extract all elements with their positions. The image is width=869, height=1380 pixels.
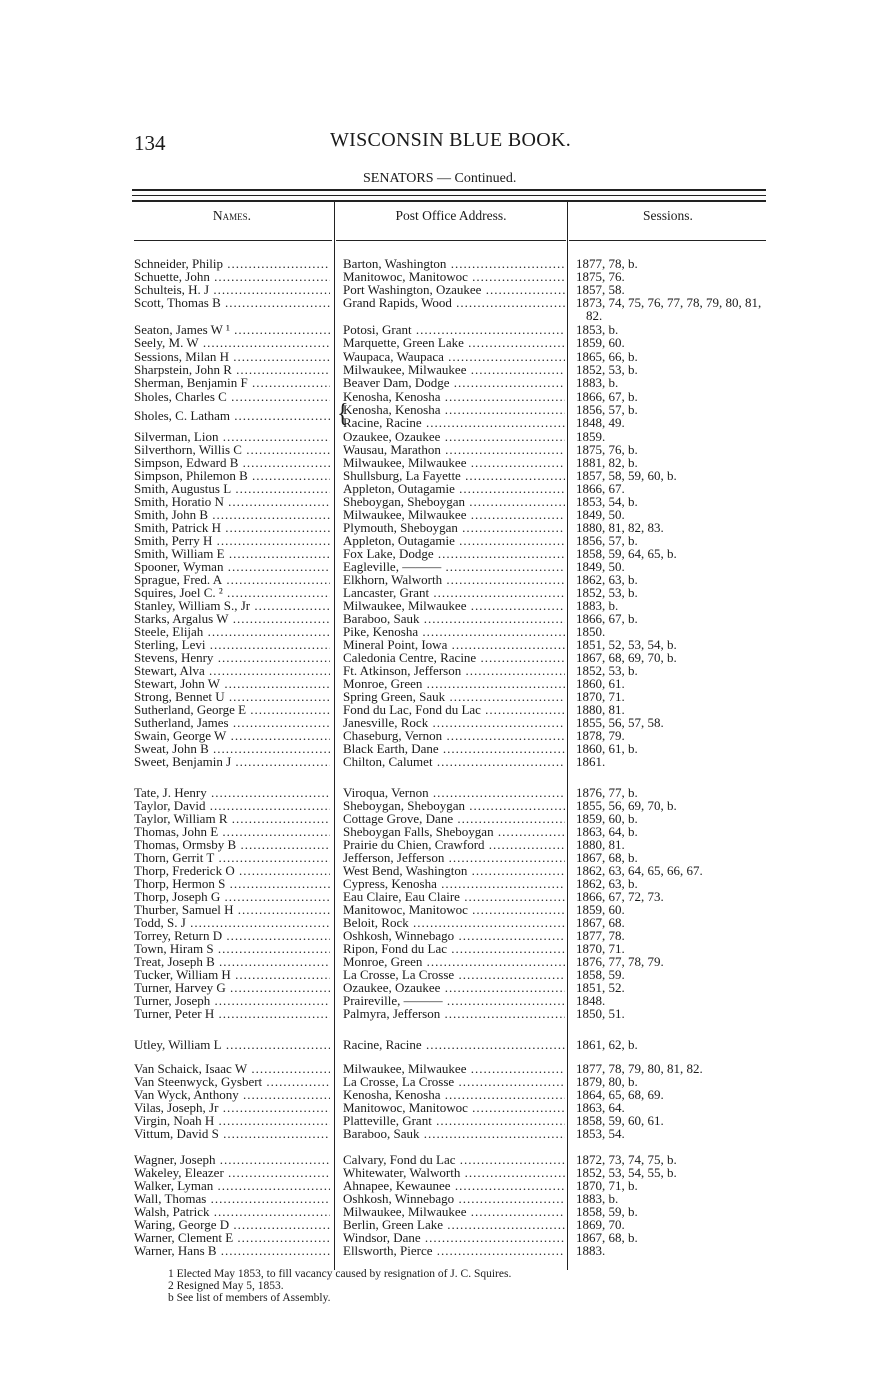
footnote: b See list of members of Assembly. xyxy=(168,1292,331,1304)
senator-name: Sherman, Benjamin F ..... xyxy=(134,376,330,390)
post-office-address: Viroqua, Vernon ..... xyxy=(343,786,565,800)
sessions: 1858, 59, b. xyxy=(576,1204,638,1219)
post-office-address: Marquette, Green Lake ..... xyxy=(343,336,565,350)
sessions: 1876, 77, 78, 79. xyxy=(576,954,664,969)
sessions: 1866, 67, b. xyxy=(576,389,638,404)
sessions: 1859, 60, b. xyxy=(576,811,638,826)
senator-name: Thorn, Gerrit T ..... xyxy=(134,851,330,865)
senator-name: Smith, Perry H ..... xyxy=(134,534,330,548)
sessions: 1857, 58, 59, 60, b. xyxy=(576,468,677,483)
post-office-address: Caledonia Centre, Racine ..... xyxy=(343,651,565,665)
post-office-address: Plymouth, Sheboygan ..... xyxy=(343,521,565,535)
senator-name: Smith, William E ..... xyxy=(134,547,330,561)
post-office-address: West Bend, Washington ..... xyxy=(343,864,565,878)
column-header-underline xyxy=(134,240,332,241)
senator-name: Sweat, John B ..... xyxy=(134,742,330,756)
senator-name: Sessions, Milan H ..... xyxy=(134,350,330,364)
post-office-address: Oshkosh, Winnebago ..... xyxy=(343,929,565,943)
sessions: 1848. xyxy=(576,993,606,1008)
sessions: 1850, 51. xyxy=(576,1006,625,1021)
column-header-underline xyxy=(336,240,566,241)
sessions: 1865, 66, b. xyxy=(576,349,638,364)
post-office-address: Prairie du Chien, Crawford ..... xyxy=(343,838,565,852)
address-brace: { xyxy=(337,399,349,429)
post-office-address: Racine, Racine ..... xyxy=(343,1038,565,1052)
header-rule xyxy=(132,200,766,202)
post-office-address: Manitowoc, Manitowoc ..... xyxy=(343,270,565,284)
post-office-address: Windsor, Dane ..... xyxy=(343,1231,565,1245)
sessions: 1867, 68, b. xyxy=(576,850,638,865)
senator-name: Wakeley, Eleazer ..... xyxy=(134,1166,330,1180)
sessions: 1880, 81, 82, 83. xyxy=(576,520,664,535)
sessions: 1876, 77, b. xyxy=(576,785,638,800)
senator-name: Torrey, Return D ..... xyxy=(134,929,330,943)
senator-name: Wagner, Joseph ..... xyxy=(134,1153,330,1167)
sessions: 1873, 74, 75, 76, 77, 78, 79, 80, 81, xyxy=(576,295,762,310)
sessions: 1860, 61. xyxy=(576,676,625,691)
post-office-address: Ozaukee, Ozaukee ..... xyxy=(343,981,565,995)
senator-name: Spooner, Wyman ..... xyxy=(134,560,330,574)
post-office-address: Milwaukee, Milwaukee ..... xyxy=(343,508,565,522)
post-office-address: Pike, Kenosha ..... xyxy=(343,625,565,639)
senator-name: Scott, Thomas B ..... xyxy=(134,296,330,310)
sessions: 1881, 82, b. xyxy=(576,455,638,470)
sessions: 1869, 70. xyxy=(576,1217,625,1232)
sessions: 1848, 49. xyxy=(576,415,625,430)
post-office-address: Wausau, Marathon ..... xyxy=(343,443,565,457)
sessions: 1852, 53, b. xyxy=(576,362,638,377)
sessions: 1863, 64, b. xyxy=(576,824,638,839)
sessions: 1855, 56, 69, 70, b. xyxy=(576,798,677,813)
senator-name: Thorp, Frederick O ..... xyxy=(134,864,330,878)
post-office-address: Eagleville, ——— ..... xyxy=(343,560,565,574)
post-office-address: Ellsworth, Pierce ..... xyxy=(343,1244,565,1258)
post-office-address: Oshkosh, Winnebago ..... xyxy=(343,1192,565,1206)
senator-name: Warner, Hans B ..... xyxy=(134,1244,330,1258)
sessions: 1861, 62, b. xyxy=(576,1037,638,1052)
senator-name: Waring, George D ..... xyxy=(134,1218,330,1232)
post-office-address: Barton, Washington ..... xyxy=(343,257,565,271)
sessions: 82. xyxy=(586,308,603,323)
sessions: 1850. xyxy=(576,624,606,639)
post-office-address: Palmyra, Jefferson ..... xyxy=(343,1007,565,1021)
sessions: 1883, b. xyxy=(576,375,619,390)
post-office-address: Cypress, Kenosha ..... xyxy=(343,877,565,891)
senator-name: Taylor, William R ..... xyxy=(134,812,330,826)
post-office-address: Manitowoc, Manitowoc ..... xyxy=(343,1101,565,1115)
post-office-address: Grand Rapids, Wood ..... xyxy=(343,296,565,310)
sessions: 1856, 57, b. xyxy=(576,533,638,548)
senator-name: Schuette, John ..... xyxy=(134,270,330,284)
senator-name: Seely, M. W ..... xyxy=(134,336,330,350)
senator-name: Taylor, David ..... xyxy=(134,799,330,813)
sessions: 1859, 60. xyxy=(576,902,625,917)
senator-name: Silverthorn, Willis C ..... xyxy=(134,443,330,457)
sessions: 1866, 67, 72, 73. xyxy=(576,889,664,904)
senator-name: Smith, John B ..... xyxy=(134,508,330,522)
sessions: 1852, 53, b. xyxy=(576,585,638,600)
sessions: 1859. xyxy=(576,429,606,444)
post-office-address: Waupaca, Waupaca ..... xyxy=(343,350,565,364)
sessions: 1866, 67, b. xyxy=(576,611,638,626)
senator-name: Thomas, John E ..... xyxy=(134,825,330,839)
senator-name: Sweet, Benjamin J ..... xyxy=(134,755,330,769)
senator-name: Treat, Joseph B ..... xyxy=(134,955,330,969)
senator-name: Smith, Horatio N ..... xyxy=(134,495,330,509)
post-office-address: Monroe, Green ..... xyxy=(343,677,565,691)
column-header-post-office: Post Office Address. xyxy=(395,208,507,223)
post-office-address: Kenosha, Kenosha ..... xyxy=(343,1088,565,1102)
post-office-address: Mineral Point, Iowa ..... xyxy=(343,638,565,652)
senator-name: Walsh, Patrick ..... xyxy=(134,1205,330,1219)
senator-name: Sprague, Fred. A ..... xyxy=(134,573,330,587)
sessions: 1858, 59, 64, 65, b. xyxy=(576,546,677,561)
post-office-address: Baraboo, Sauk ..... xyxy=(343,612,565,626)
senator-name: Walker, Lyman ..... xyxy=(134,1179,330,1193)
sessions: 1857, 58. xyxy=(576,282,625,297)
senator-name: Steele, Elijah ..... xyxy=(134,625,330,639)
post-office-address: Cottage Grove, Dane ..... xyxy=(343,812,565,826)
senator-name: Sterling, Levi ..... xyxy=(134,638,330,652)
post-office-address: Appleton, Outagamie ..... xyxy=(343,482,565,496)
senator-name: Sholes, Charles C ..... xyxy=(134,390,330,404)
sessions: 1858, 59, 60, 61. xyxy=(576,1113,664,1128)
sessions: 1877, 78, 79, 80, 81, 82. xyxy=(576,1061,703,1076)
post-office-address: Jefferson, Jefferson ..... xyxy=(343,851,565,865)
sessions: 1878, 79. xyxy=(576,728,625,743)
post-office-address: Spring Green, Sauk ..... xyxy=(343,690,565,704)
post-office-address: Milwaukee, Milwaukee ..... xyxy=(343,456,565,470)
sessions: 1862, 63, b. xyxy=(576,876,638,891)
sessions: 1856, 57, b. xyxy=(576,402,638,417)
column-divider xyxy=(567,200,568,1270)
senator-name: Stevens, Henry ..... xyxy=(134,651,330,665)
sessions: 1852, 53, 54, 55, b. xyxy=(576,1165,677,1180)
sessions: 1867, 68, 69, 70, b. xyxy=(576,650,677,665)
senator-name: Squires, Joel C. ² ..... xyxy=(134,586,330,600)
senator-name: Town, Hiram S ..... xyxy=(134,942,330,956)
post-office-address: Eau Claire, Eau Claire ..... xyxy=(343,890,565,904)
sessions: 1880, 81. xyxy=(576,837,625,852)
sessions: 1849, 50. xyxy=(576,507,625,522)
post-office-address: Fox Lake, Dodge ..... xyxy=(343,547,565,561)
senator-name: Smith, Patrick H ..... xyxy=(134,521,330,535)
post-office-address: Praireville, ——— ..... xyxy=(343,994,565,1008)
sessions: 1849, 50. xyxy=(576,559,625,574)
header-rule xyxy=(132,195,766,196)
post-office-address: Beloit, Rock ..... xyxy=(343,916,565,930)
section-subtitle: SENATORS — Continued. xyxy=(363,171,517,186)
column-header-underline xyxy=(569,240,766,241)
sessions: 1870, 71. xyxy=(576,941,625,956)
post-office-address: Appleton, Outagamie ..... xyxy=(343,534,565,548)
senator-name: Stanley, William S., Jr ..... xyxy=(134,599,330,613)
post-office-address: Beaver Dam, Dodge ..... xyxy=(343,376,565,390)
post-office-address: Milwaukee, Milwaukee ..... xyxy=(343,1205,565,1219)
senator-name: Van Wyck, Anthony ..... xyxy=(134,1088,330,1102)
senator-name: Thurber, Samuel H ..... xyxy=(134,903,330,917)
senator-name: Strong, Bennet U ..... xyxy=(134,690,330,704)
post-office-address: Milwaukee, Milwaukee ..... xyxy=(343,1062,565,1076)
sessions: 1867, 68. xyxy=(576,915,625,930)
column-header-sessions: Sessions. xyxy=(643,208,693,223)
sessions: 1875, 76. xyxy=(576,269,625,284)
senator-name: Schulteis, H. J ..... xyxy=(134,283,330,297)
senator-name: Turner, Peter H ..... xyxy=(134,1007,330,1021)
post-office-address: Ahnapee, Kewaunee ..... xyxy=(343,1179,565,1193)
post-office-address: Port Washington, Ozaukee ..... xyxy=(343,283,565,297)
post-office-address: Racine, Racine ..... xyxy=(343,416,565,430)
senator-name: Todd, S. J ..... xyxy=(134,916,330,930)
sessions: 1864, 65, 68, 69. xyxy=(576,1087,664,1102)
senator-name: Thorp, Hermon S ..... xyxy=(134,877,330,891)
sessions: 1851, 52, 53, 54, b. xyxy=(576,637,677,652)
senator-name: Silverman, Lion ..... xyxy=(134,430,330,444)
senator-name: Wall, Thomas ..... xyxy=(134,1192,330,1206)
post-office-address: Elkhorn, Walworth ..... xyxy=(343,573,565,587)
post-office-address: Kenosha, Kenosha ..... xyxy=(343,390,565,404)
senator-name: Van Schaick, Isaac W ..... xyxy=(134,1062,330,1076)
post-office-address: Sheboygan, Sheboygan ..... xyxy=(343,799,565,813)
header-rule xyxy=(132,189,766,191)
senator-name: Starks, Argalus W ..... xyxy=(134,612,330,626)
sessions: 1875, 76, b. xyxy=(576,442,638,457)
post-office-address: Platteville, Grant ..... xyxy=(343,1114,565,1128)
sessions: 1853, 54. xyxy=(576,1126,625,1141)
sessions: 1862, 63, b. xyxy=(576,572,638,587)
senator-name: Thomas, Ormsby B ..... xyxy=(134,838,330,852)
sessions: 1858, 59. xyxy=(576,967,625,982)
post-office-address: Shullsburg, La Fayette ..... xyxy=(343,469,565,483)
footnote: 1 Elected May 1853, to fill vacancy caused by resignation of J. C. Squires. xyxy=(168,1268,512,1280)
post-office-address: Lancaster, Grant ..... xyxy=(343,586,565,600)
post-office-address: La Crosse, La Crosse ..... xyxy=(343,1075,565,1089)
sessions: 1860, 61, b. xyxy=(576,741,638,756)
post-office-address: Berlin, Green Lake ..... xyxy=(343,1218,565,1232)
sessions: 1862, 63, 64, 65, 66, 67. xyxy=(576,863,703,878)
post-office-address: Kenosha, Kenosha ..... xyxy=(343,403,565,417)
senator-name: Vilas, Joseph, Jr ..... xyxy=(134,1101,330,1115)
column-divider xyxy=(334,200,335,1270)
senator-name: Stewart, John W ..... xyxy=(134,677,330,691)
senator-name: Turner, Harvey G ..... xyxy=(134,981,330,995)
senator-name: Turner, Joseph ..... xyxy=(134,994,330,1008)
senator-name: Stewart, Alva ..... xyxy=(134,664,330,678)
post-office-address: Chaseburg, Vernon ..... xyxy=(343,729,565,743)
senator-name: Sutherland, George E ..... xyxy=(134,703,330,717)
sessions: 1853, 54, b. xyxy=(576,494,638,509)
post-office-address: Monroe, Green ..... xyxy=(343,955,565,969)
post-office-address: Baraboo, Sauk ..... xyxy=(343,1127,565,1141)
senator-name: Simpson, Edward B ..... xyxy=(134,456,330,470)
sessions: 1883, b. xyxy=(576,1191,619,1206)
senator-name: Thorp, Joseph G ..... xyxy=(134,890,330,904)
post-office-address: Milwaukee, Milwaukee ..... xyxy=(343,363,565,377)
sessions: 1867, 68, b. xyxy=(576,1230,638,1245)
senator-name: Schneider, Philip ..... xyxy=(134,257,330,271)
sessions: 1879, 80, b. xyxy=(576,1074,638,1089)
post-office-address: Sheboygan Falls, Sheboygan ..... xyxy=(343,825,565,839)
post-office-address: Chilton, Calumet ..... xyxy=(343,755,565,769)
footnotes xyxy=(168,1268,511,1304)
page-number: 134 xyxy=(134,131,166,155)
post-office-address: Black Earth, Dane ..... xyxy=(343,742,565,756)
senator-name: Tucker, William H ..... xyxy=(134,968,330,982)
column-header-names: Names. xyxy=(212,208,252,223)
senator-name: Tate, J. Henry ..... xyxy=(134,786,330,800)
senator-name: Simpson, Philemon B ..... xyxy=(134,469,330,483)
sessions: 1853, b. xyxy=(576,322,619,337)
post-office-address: Milwaukee, Milwaukee ..... xyxy=(343,599,565,613)
sessions: 1883, b. xyxy=(576,598,619,613)
post-office-address: Whitewater, Walworth ..... xyxy=(343,1166,565,1180)
senator-name: Virgin, Noah H ..... xyxy=(134,1114,330,1128)
sessions: 1880, 81. xyxy=(576,702,625,717)
post-office-address: Sheboygan, Sheboygan ..... xyxy=(343,495,565,509)
post-office-address: Ft. Atkinson, Jefferson ..... xyxy=(343,664,565,678)
sessions: 1870, 71, b. xyxy=(576,1178,638,1193)
post-office-address: Janesville, Rock ..... xyxy=(343,716,565,730)
sessions: 1861. xyxy=(576,754,606,769)
senator-name: Van Steenwyck, Gysbert ..... xyxy=(134,1075,330,1089)
sessions: 1883. xyxy=(576,1243,606,1258)
post-office-address: Potosi, Grant ..... xyxy=(343,323,565,337)
book-title: WISCONSIN BLUE BOOK. xyxy=(330,129,571,151)
sessions: 1866, 67. xyxy=(576,481,625,496)
post-office-address: Ozaukee, Ozaukee ..... xyxy=(343,430,565,444)
senator-name: Warner, Clement E ..... xyxy=(134,1231,330,1245)
sessions: 1870, 71. xyxy=(576,689,625,704)
post-office-address: La Crosse, La Crosse ..... xyxy=(343,968,565,982)
post-office-address: Manitowoc, Manitowoc ..... xyxy=(343,903,565,917)
sessions: 1855, 56, 57, 58. xyxy=(576,715,664,730)
post-office-address: Ripon, Fond du Lac ..... xyxy=(343,942,565,956)
sessions: 1851, 52. xyxy=(576,980,625,995)
sessions: 1859, 60. xyxy=(576,335,625,350)
footnote: 2 Resigned May 5, 1853. xyxy=(168,1280,284,1292)
sessions: 1872, 73, 74, 75, b. xyxy=(576,1152,677,1167)
senator-name: Smith, Augustus L ..... xyxy=(134,482,330,496)
sessions: 1877, 78. xyxy=(576,928,625,943)
senator-name: Sharpstein, John R ..... xyxy=(134,363,330,377)
senator-name: Sutherland, James ..... xyxy=(134,716,330,730)
sessions: 1877, 78, b. xyxy=(576,256,638,271)
post-office-address: Fond du Lac, Fond du Lac ..... xyxy=(343,703,565,717)
senator-name: Seaton, James W ¹ ..... xyxy=(134,323,330,337)
sessions: 1852, 53, b. xyxy=(576,663,638,678)
senator-name: Vittum, David S ..... xyxy=(134,1127,330,1141)
sessions: 1863, 64. xyxy=(576,1100,625,1115)
senator-name: Swain, George W ..... xyxy=(134,729,330,743)
senator-name: Utley, William L ..... xyxy=(134,1038,330,1052)
post-office-address: Calvary, Fond du Lac ..... xyxy=(343,1153,565,1167)
senator-name: Sholes, C. Latham ..... xyxy=(134,409,330,423)
